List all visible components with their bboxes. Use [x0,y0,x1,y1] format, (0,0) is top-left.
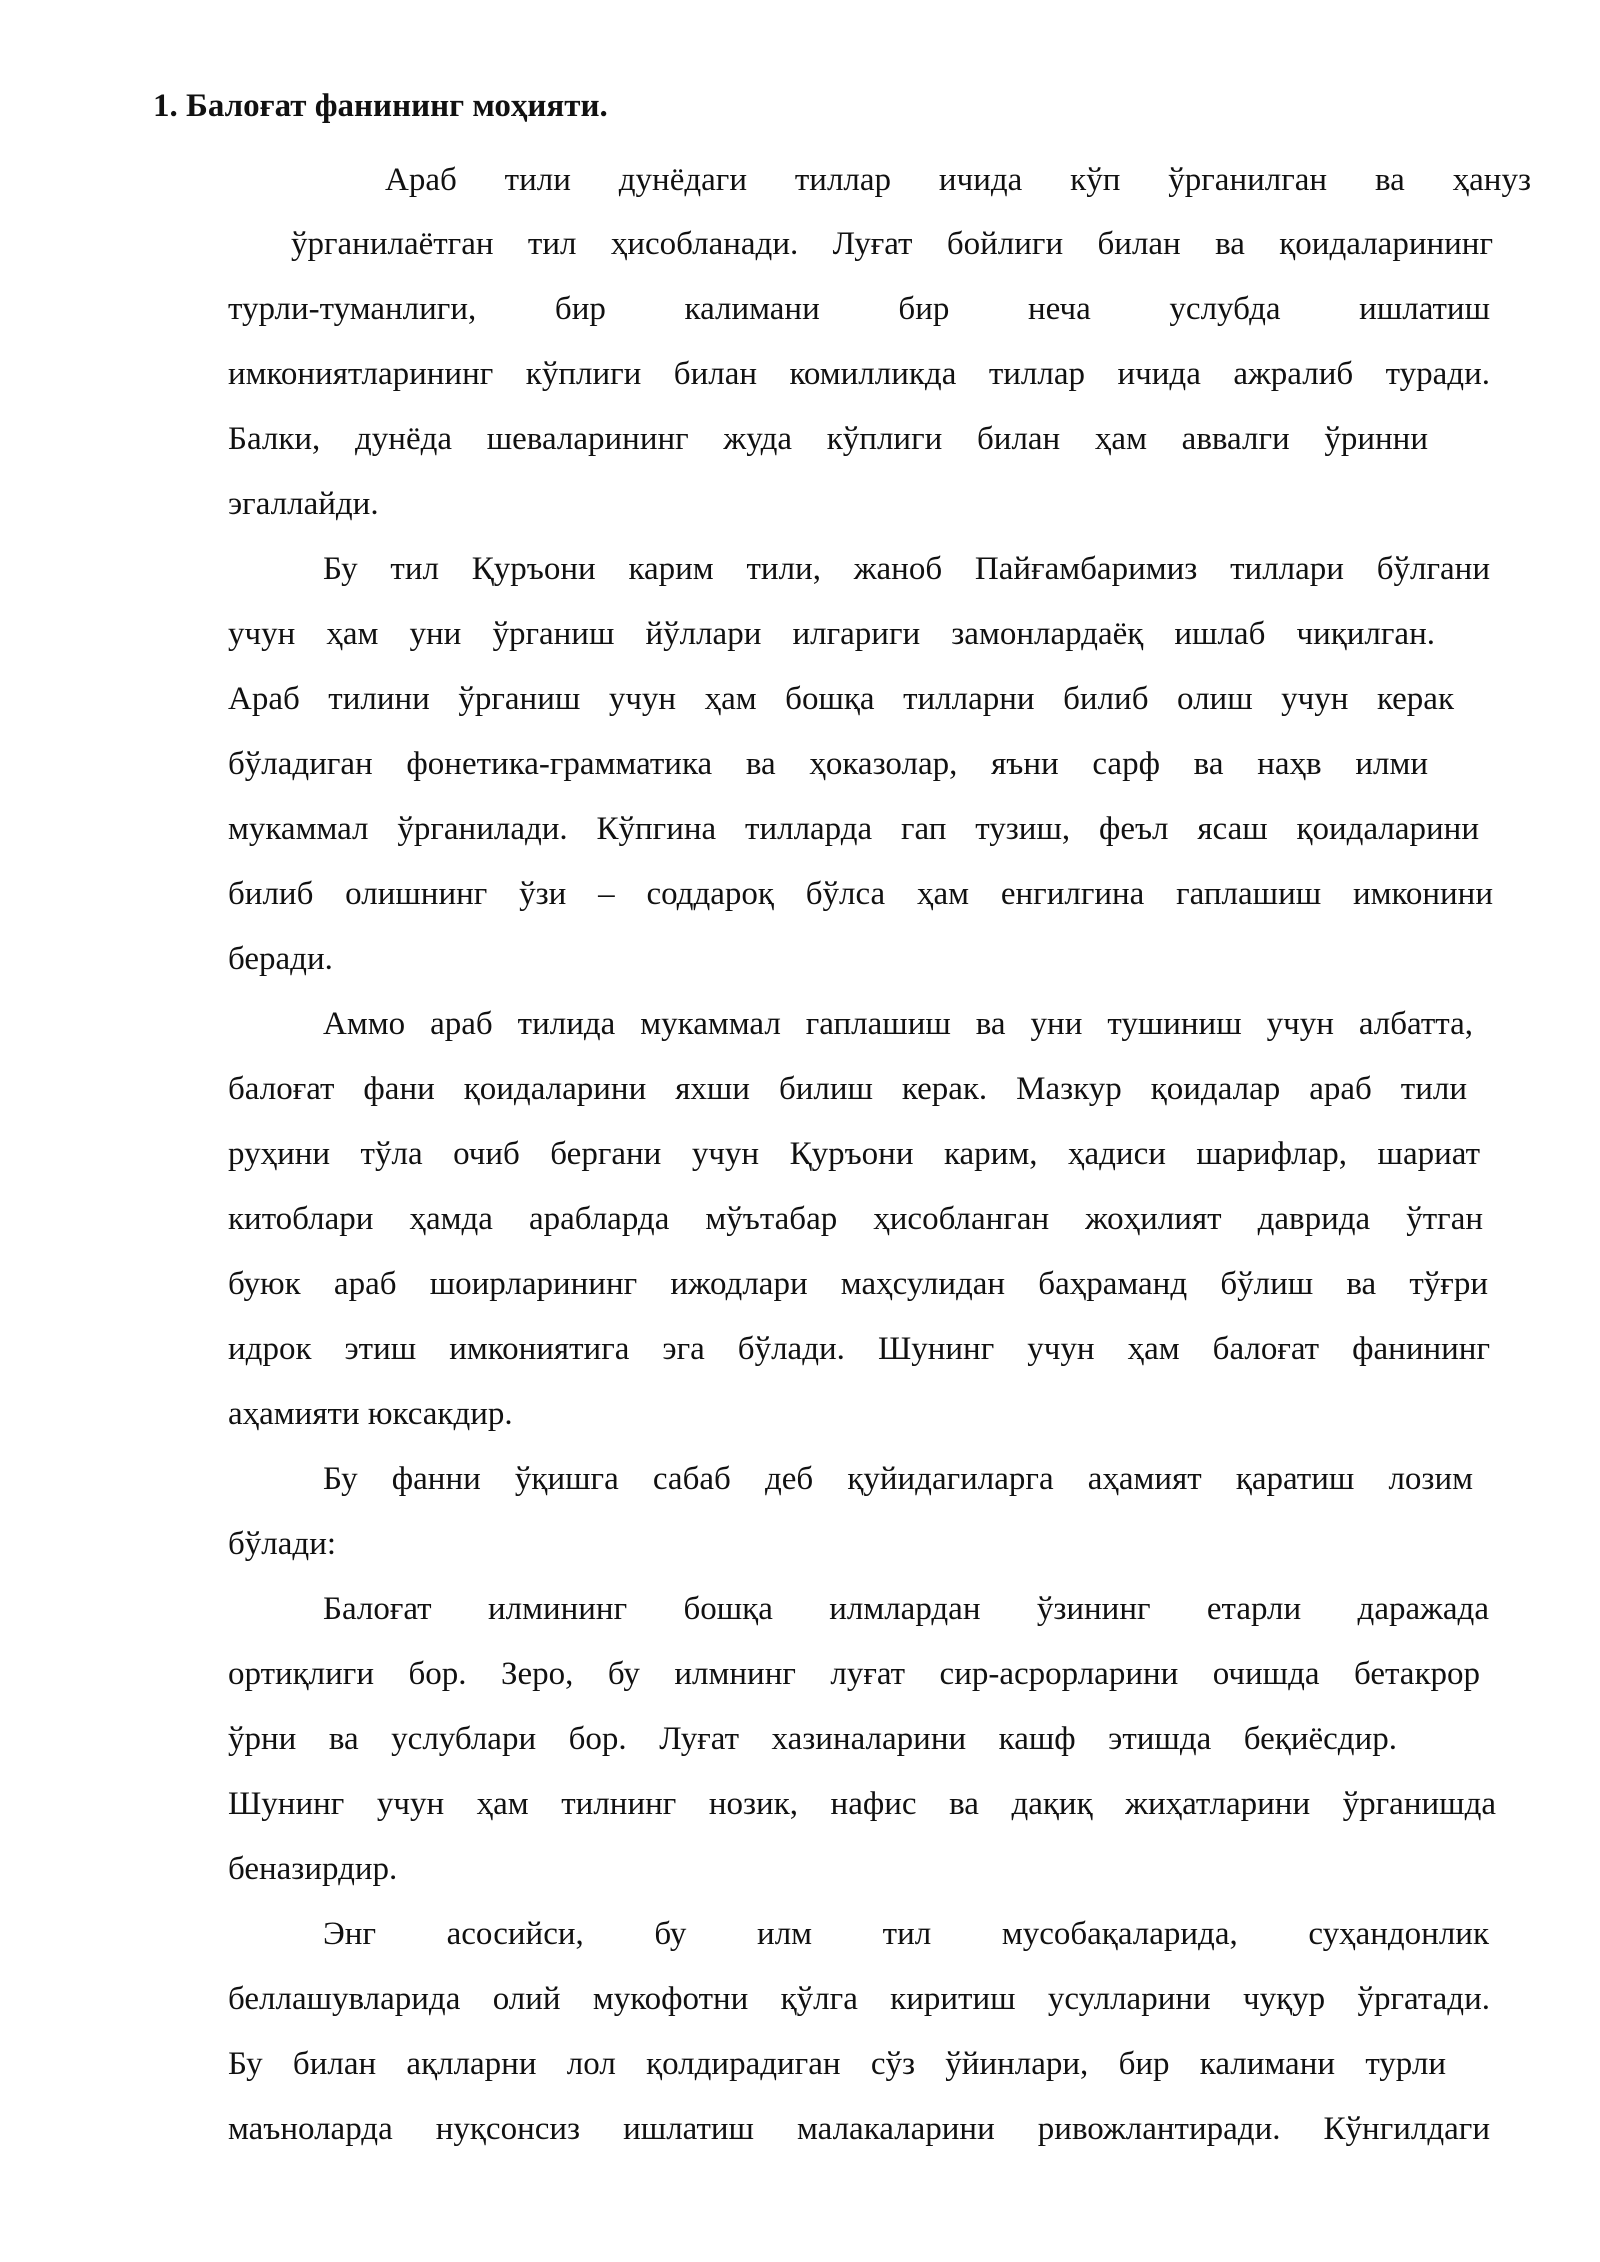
paragraph-line: учун ҳам уни ўрганиш йўллари илгариги замонлардаёқ ишлаб чиқилган. [228,616,1435,652]
paragraph-line: Аммо араб тилида мукаммал гаплашиш ва уни тушиниш учун албатта, [323,1006,1473,1042]
paragraph-line: Араб тилини ўрганиш учун ҳам бошқа тилларни билиб олиш учун керак [228,681,1454,717]
paragraph-line: китоблари ҳамда арабларда мўътабар ҳисобланган жоҳилият даврида ўтган [228,1201,1483,1237]
paragraph-line: ортиқлиги бор. Зеро, бу илмнинг луғат сир-асрорларини очишда бетакрор [228,1656,1480,1692]
paragraph-line: Балки, дунёда шеваларининг жуда кўплиги билан ҳам аввалги ўринни [228,421,1428,457]
paragraph-line: Араб тили дунёдаги тиллар ичида кўп ўрганилган ва ҳануз [385,162,1531,198]
section-heading: 1. Балоғат фанининг моҳияти. [153,88,608,124]
paragraph-line: маъноларда нуқсонсиз ишлатиш малакаларини ривожлантиради. Кўнгилдаги [228,2111,1490,2147]
paragraph-line: буюк араб шоирларининг ижодлари маҳсулидан баҳраманд бўлиш ва тўғри [228,1266,1488,1302]
paragraph-line: аҳамияти юксакдир. [228,1396,513,1432]
paragraph-line: бўладиган фонетика-грамматика ва ҳоказолар, яъни сарф ва наҳв илми [228,746,1428,782]
paragraph-line: Энг асосийси, бу илм тил мусобақаларида, суҳандонлик [323,1916,1489,1952]
paragraph-line: бўлади: [228,1526,337,1562]
paragraph-line: беллашувларида олий мукофотни қўлга киритиш усулларини чуқур ўргатади. [228,1981,1490,2017]
paragraph-line: руҳини тўла очиб бергани учун Қуръони карим, ҳадиси шарифлар, шариат [228,1136,1480,1172]
paragraph-line: балоғат фани қоидаларини яхши билиш керак. Мазкур қоидалар араб тили [228,1071,1467,1107]
paragraph-line: имкониятларининг кўплиги билан комилликда тиллар ичида ажралиб туради. [228,356,1490,392]
paragraph-line: турли-туманлиги, бир калимани бир неча услубда ишлатиш [228,291,1490,327]
paragraph-line: билиб олишнинг ўзи – соддароқ бўлса ҳам енгилгина гаплашиш имконини [228,876,1493,912]
paragraph-line: Балоғат илмининг бошқа илмлардан ўзининг етарли даражада [323,1591,1489,1627]
paragraph-line: беради. [228,941,333,977]
paragraph-line: Бу билан ақлларни лол қолдирадиган сўз ўйинлари, бир калимани турли [228,2046,1446,2082]
paragraph-line: идрок этиш имкониятига эга бўлади. Шунинг учун ҳам балоғат фанининг [228,1331,1490,1367]
paragraph-line: Шунинг учун ҳам тилнинг нозик, нафис ва дақиқ жиҳатларини ўрганишда [228,1786,1496,1822]
paragraph-line: ўрни ва услублари бор. Луғат хазиналарини кашф этишда беқиёсдир. [228,1721,1397,1757]
paragraph-line: беназирдир. [228,1851,398,1887]
paragraph-line: мукаммал ўрганилади. Кўпгина тилларда гап тузиш, феъл ясаш қоидаларини [228,811,1479,847]
paragraph-line: эгаллайди. [228,486,379,522]
paragraph-line: Бу фанни ўқишга сабаб деб қуйидагиларга аҳамият қаратиш лозим [323,1461,1473,1497]
paragraph-line: ўрганилаётган тил ҳисобланади. Луғат бойлиги билан ва қоидаларининг [291,226,1493,262]
paragraph-line: Бу тил Қуръони карим тили, жаноб Пайғамбаримиз тиллари бўлгани [323,551,1490,587]
